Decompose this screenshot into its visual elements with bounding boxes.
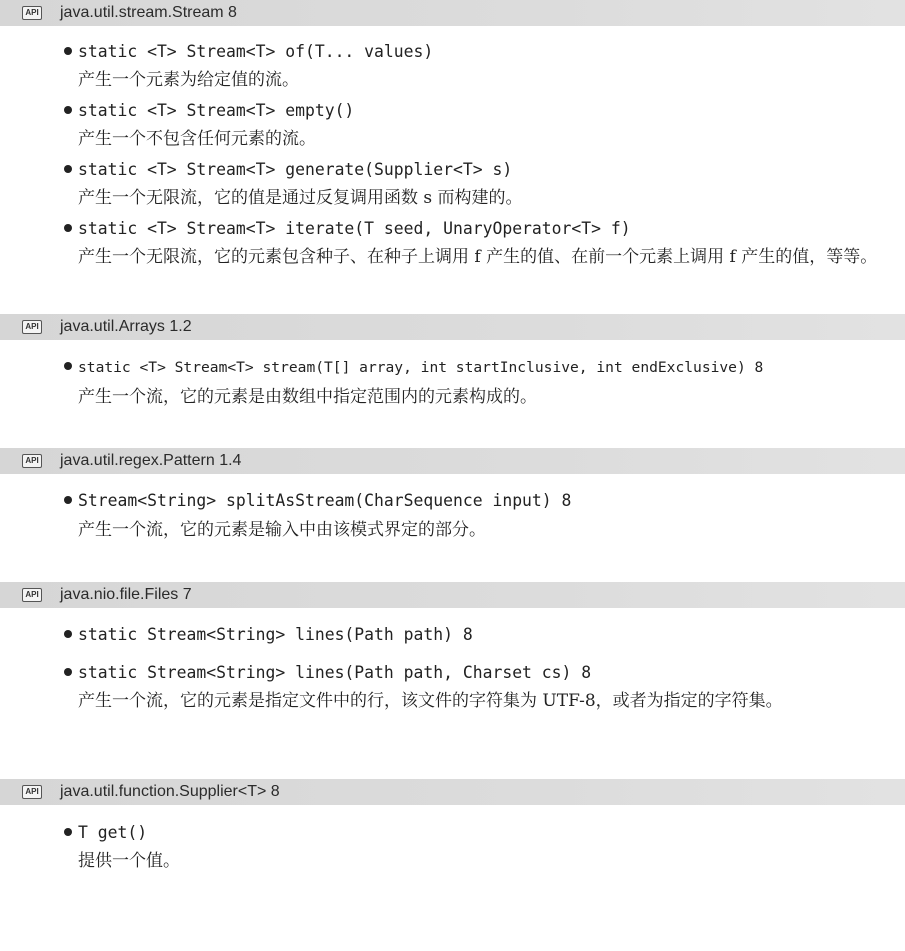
method-signature-text: T get() <box>78 823 148 842</box>
api-icon: API <box>22 588 42 602</box>
method-description: 产生一个元素为给定值的流。 <box>78 70 299 90</box>
method-signature-text: static <T> Stream<T> stream(T[] array, int startInclusive, int endExclusive) 8 <box>78 359 764 376</box>
method-signature-text: static <T> Stream<T> empty() <box>78 101 355 120</box>
method-signature-text: Stream<String> splitAsStream(CharSequence input) 8 <box>78 491 572 510</box>
method-signature-text: static Stream<String> lines(Path path) 8 <box>78 625 473 644</box>
bullet-icon <box>64 362 72 370</box>
api-section-header <box>0 448 905 474</box>
method-description: 提供一个值。 <box>78 851 180 871</box>
api-icon: API <box>22 6 42 20</box>
bullet-icon <box>64 668 72 676</box>
method-description: 产生一个流，它的元素是指定文件中的行，该文件的字符集为 UTF-8，或者为指定的字符集。 <box>78 691 783 711</box>
bullet-icon <box>64 828 72 836</box>
bullet-icon <box>64 47 72 55</box>
bullet-icon <box>64 224 72 232</box>
method-signature <box>64 357 763 379</box>
api-icon: API <box>22 454 42 468</box>
method-description: 产生一个流，它的元素是由数组中指定范围内的元素构成的。 <box>78 387 537 407</box>
method-description: 产生一个不包含任何元素的流。 <box>78 129 316 149</box>
api-section-title: java.util.stream.Stream 8 <box>60 4 237 21</box>
method-signature <box>64 41 433 63</box>
api-section-header <box>0 779 905 805</box>
api-icon: API <box>22 785 42 799</box>
api-section-title: java.nio.file.Files 7 <box>60 586 192 603</box>
method-signature <box>64 822 147 844</box>
api-section-title: java.util.regex.Pattern 1.4 <box>60 452 242 469</box>
method-signature-text: static <T> Stream<T> generate(Supplier<T> s) <box>78 160 513 179</box>
api-section-title: java.util.Arrays 1.2 <box>60 318 192 335</box>
api-section-title: java.util.function.Supplier<T> 8 <box>60 783 280 800</box>
method-signature-text: static <T> Stream<T> iterate(T seed, UnaryOperator<T> f) <box>78 219 631 238</box>
bullet-icon <box>64 165 72 173</box>
api-section-header <box>0 0 905 26</box>
api-icon: API <box>22 320 42 334</box>
method-description: 产生一个无限流，它的元素包含种子、在种子上调用 f 产生的值、在前一个元素上调用 f 产生的值，等等。 <box>78 247 878 267</box>
api-section-header <box>0 314 905 340</box>
method-signature-text: static Stream<String> lines(Path path, Charset cs) 8 <box>78 663 592 682</box>
bullet-icon <box>64 630 72 638</box>
method-description: 产生一个无限流，它的值是通过反复调用函数 s 而构建的。 <box>78 188 523 208</box>
bullet-icon <box>64 106 72 114</box>
method-signature <box>64 100 354 122</box>
method-signature <box>64 218 631 240</box>
method-description: 产生一个流，它的元素是输入中由该模式界定的部分。 <box>78 520 486 540</box>
method-signature <box>64 490 571 512</box>
api-section-header <box>0 582 905 608</box>
method-signature <box>64 159 512 181</box>
bullet-icon <box>64 496 72 504</box>
method-signature-text: static <T> Stream<T> of(T... values) <box>78 42 434 61</box>
method-signature <box>64 624 473 646</box>
method-signature <box>64 662 591 684</box>
